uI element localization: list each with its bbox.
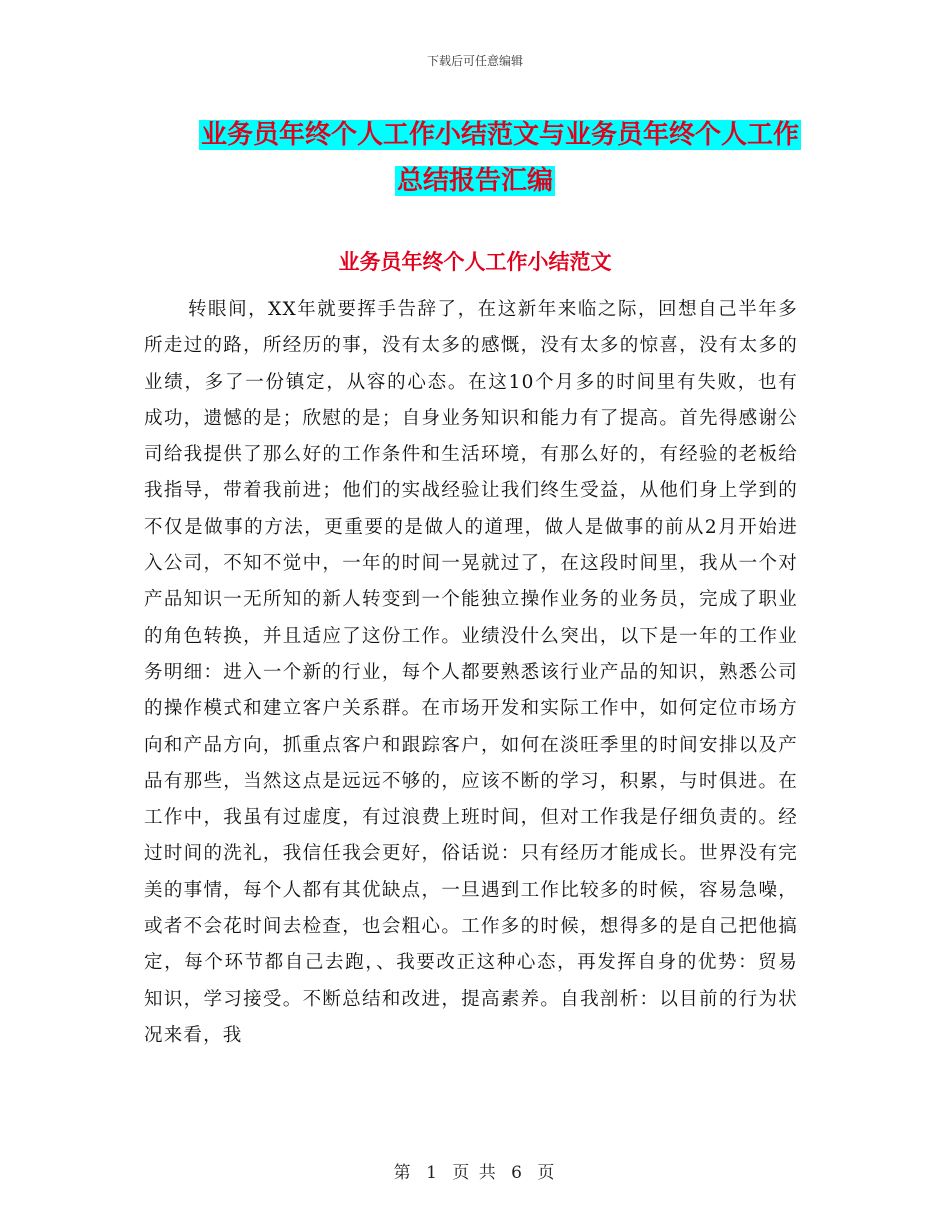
- page-footer: [0, 1158, 950, 1183]
- footer-suffix: 页: [537, 1163, 557, 1183]
- page-header-note: 下载后可任意编辑: [426, 54, 523, 68]
- document-title-line-1: [0, 112, 950, 158]
- footer-page-number: 1: [426, 1163, 439, 1183]
- document-title-line-2: [0, 158, 950, 204]
- footer-total-pages: 6: [511, 1163, 524, 1183]
- document-title: [0, 112, 950, 204]
- section-title: 业务员年终个人工作小结范文: [338, 250, 612, 274]
- title-highlight-2: 总结报告汇编: [396, 166, 553, 196]
- footer-prefix: 第: [393, 1163, 413, 1183]
- footer-middle: 页 共: [452, 1163, 498, 1183]
- body-paragraph: 转眼间，XX年就要挥手告辞了，在这新年来临之际，回想自己半年多所走过的路，所经历的事，没有太多的感慨，没有太多的惊喜，没有太多的业绩，多了一份镇定，从容的心态。在这10个月多的时间里有失败，也有成功，遗憾的是；欣慰的是；自身业务知识和能力有了提高。首先得感谢公司给我提供了那么好的工作条件和生活环境，有那么好的，有经验的老板给我指导，带着我前进；他们的实战经验让我们终生受益，从他们身上学到的不仅是做事的方法，更重要的是做人的道理，做人是做事的前从2月开始进入公司，不知不觉中，一年的时间一晃就过了，在这段时间里，我从一个对产品知识一无所知的新人转变到一个能独立操作业务的业务员，完成了职业的角色转换，并且适应了这份工作。业绩没什么突出，以下是一年的工作业务明细：进入一个新的行业，每个人都要熟悉该行业产品的知识，熟悉公司的操作模式和建立客户关系群。在市场开发和实际工作中，如何定位市场方向和产品方向，抓重点客户和跟踪客户，如何在淡旺季里的时间安排以及产品有那些，当然这点是远远不够的，应该不断的学习，积累，与时俱进。在工作中，我虽有过虚度，有过浪费上班时间，但对工作我是仔细负责的。经过时间的洗礼，我信任我会更好，俗话说：只有经历才能成长。世界没有完美的事情，每个人都有其优缺点，一旦遇到工作比较多的时候，容易急噪，或者不会花时间去检查，也会粗心。工作多的时候，想得多的是自己把他搞定，每个环节都自己去跑，、我要改正这种心态，再发挥自身的优势：贸易知识，学习接受。不断总结和改进，提高素养。自我剖析：以目前的行为状况来看，我: [144, 299, 798, 1046]
- title-highlight-1: 业务员年终个人工作小结范文与业务员年终个人工作: [200, 120, 799, 150]
